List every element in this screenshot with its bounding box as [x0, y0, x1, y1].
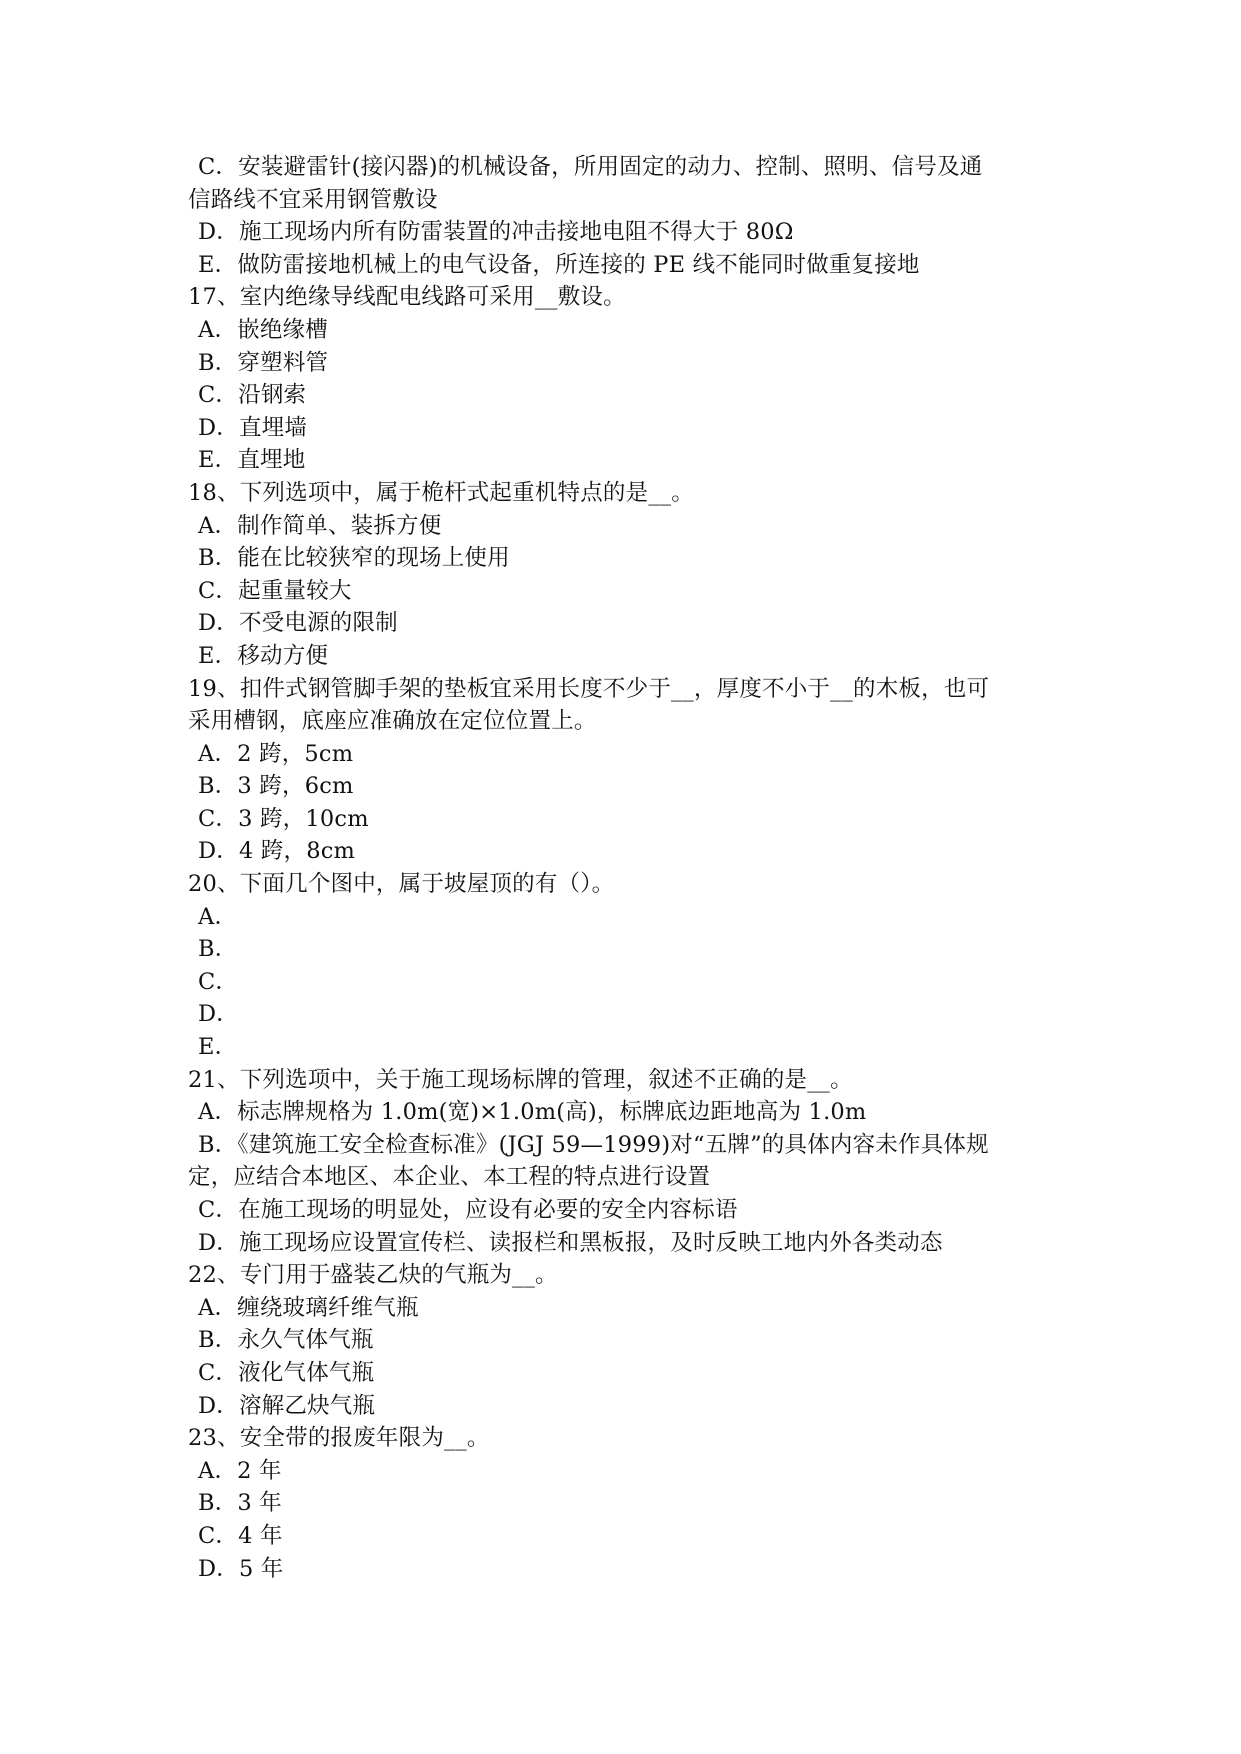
- option-line: D．直埋墙: [198, 414, 308, 441]
- question-line: 22、专门用于盛装乙炔的气瓶为__。: [188, 1262, 558, 1289]
- option-line: B．《建筑施工安全检查标准》(JGJ 59—1999)对“五牌”的具体内容未作具体规: [198, 1131, 989, 1158]
- question-line: 19、扣件式钢管脚手架的垫板宜采用长度不少于__，厚度不小于__的木板，也可: [188, 675, 990, 702]
- option-line: D．施工现场内所有防雷装置的冲击接地电阻不得大于 80Ω: [198, 219, 794, 246]
- option-line: A．2 跨，5cm: [198, 740, 354, 767]
- question-line: 17、室内绝缘导线配电线路可采用__敷设。: [188, 284, 626, 311]
- option-line: C．4 年: [198, 1522, 283, 1549]
- option-line: B．3 年: [198, 1490, 283, 1517]
- option-line: D．施工现场应设置宣传栏、读报栏和黑板报，及时反映工地内外各类动态: [198, 1229, 943, 1256]
- option-line: D．溶解乙炔气瓶: [198, 1392, 376, 1419]
- question-line: 21、下列选项中，关于施工现场标牌的管理，叙述不正确的是__。: [188, 1066, 853, 1093]
- option-line: E．直埋地: [198, 447, 306, 474]
- document-body: [188, 151, 1068, 1585]
- option-line: D．4 跨，8cm: [198, 838, 356, 865]
- option-line: A．标志牌规格为 1.0m(宽)×1.0m(高)，标牌底边距地高为 1.0m: [198, 1099, 867, 1126]
- option-line: A．2 年: [198, 1457, 282, 1484]
- option-line: C．在施工现场的明显处，应设有必要的安全内容标语: [198, 1197, 738, 1223]
- continuation-line: 信路线不宜采用钢管敷设: [188, 186, 438, 213]
- option-line: C．液化气体气瓶: [198, 1359, 375, 1386]
- option-line: C．安装避雷针(接闪器)的机械设备，所用固定的动力、控制、照明、信号及通: [198, 154, 983, 180]
- option-line: A．: [198, 903, 238, 930]
- option-line: A．缠绕玻璃纤维气瓶: [198, 1294, 419, 1321]
- option-line: B．能在比较狭窄的现场上使用: [198, 545, 510, 572]
- option-line: B．: [198, 936, 238, 963]
- option-line: B．3 跨，6cm: [198, 773, 354, 800]
- option-line: E．做防雷接地机械上的电气设备，所连接的 PE 线不能同时做重复接地: [198, 251, 920, 278]
- option-line: A．制作简单、装拆方便: [198, 512, 442, 539]
- question-line: 20、下面几个图中，属于坡屋顶的有（）。: [188, 871, 615, 898]
- question-line: 18、下列选项中，属于桅杆式起重机特点的是__。: [188, 479, 694, 506]
- option-line: D．5 年: [198, 1555, 284, 1582]
- continuation-line: 定，应结合本地区、本企业、本工程的特点进行设置: [188, 1164, 711, 1191]
- continuation-line: 采用槽钢，底座应准确放在定位位置上。: [188, 708, 597, 735]
- option-line: C．3 跨，10cm: [198, 805, 369, 832]
- option-line: C．起重量较大: [198, 577, 352, 604]
- question-line: 23、安全带的报废年限为__。: [188, 1425, 490, 1452]
- option-line: A．嵌绝缘槽: [198, 316, 328, 343]
- option-line: E．移动方便: [198, 642, 329, 669]
- option-line: D．: [198, 1001, 239, 1028]
- option-line: D．不受电源的限制: [198, 610, 398, 637]
- option-line: B．永久气体气瓶: [198, 1327, 374, 1354]
- option-line: C．: [198, 968, 239, 995]
- option-line: E．: [198, 1034, 238, 1061]
- option-line: C．沿钢索: [198, 382, 307, 409]
- option-line: B．穿塑料管: [198, 349, 329, 376]
